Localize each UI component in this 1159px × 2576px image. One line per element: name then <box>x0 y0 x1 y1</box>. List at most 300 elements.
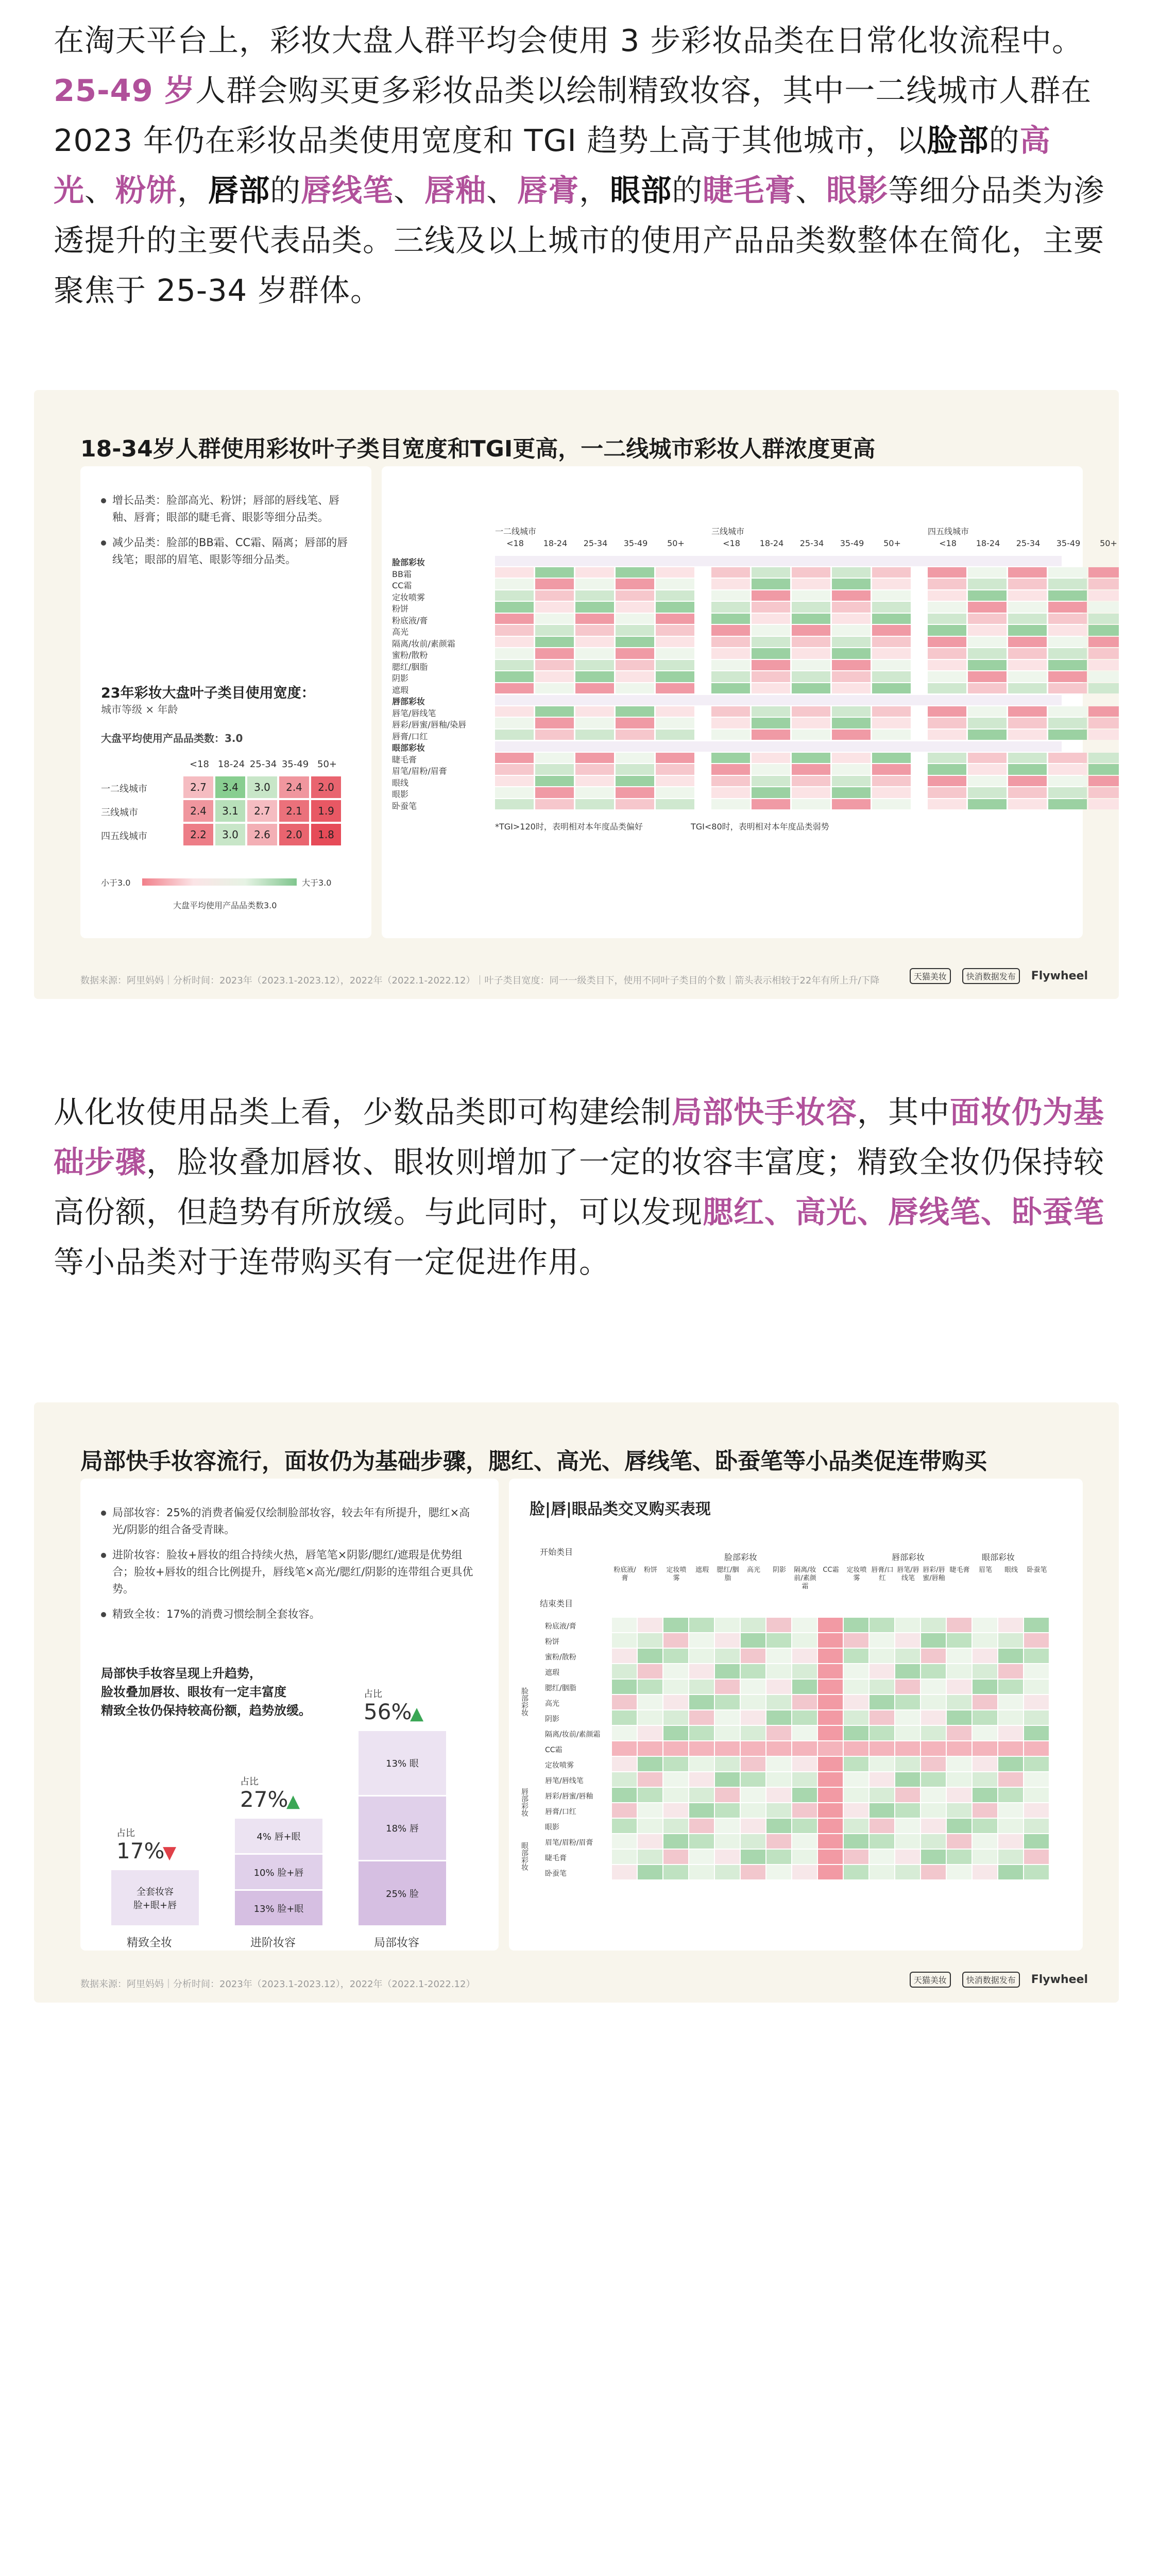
heatmap-cell <box>1008 590 1047 601</box>
intro-paragraph <box>54 15 1110 315</box>
heatmap-cell <box>832 625 871 636</box>
heatmap-cell <box>656 753 694 764</box>
matrix-cell <box>947 1741 971 1756</box>
heatmap-cell <box>495 718 534 728</box>
heatmap-cell <box>711 706 750 717</box>
heatmap-cell <box>656 730 694 740</box>
heatmap-cell <box>1048 683 1087 694</box>
matrix-cell <box>844 1788 868 1802</box>
heatmap-cell <box>928 787 966 798</box>
matrix-cell <box>766 1850 791 1864</box>
heatmap-cell <box>1008 671 1047 682</box>
matrix-cell <box>895 1757 920 1771</box>
heatmap-cell <box>656 567 694 578</box>
matrix-cell <box>844 1772 868 1787</box>
matrix-cell <box>973 1819 997 1833</box>
heatmap-cell <box>535 799 574 810</box>
matrix-cell <box>792 1618 817 1632</box>
matrix-cell <box>741 1834 765 1849</box>
flywheel-logo: Flywheel <box>1031 1973 1088 1986</box>
matrix-cell <box>870 1710 894 1725</box>
matrix-cell <box>663 1618 688 1632</box>
heatmap-cell <box>495 648 534 659</box>
bullet-decline: 减少品类：脸部的BB霜、CC霜、隔离；唇部的唇线笔；眼部的眉笔、眼影等细分品类。 <box>112 536 348 566</box>
heatmap-cell <box>1088 625 1119 636</box>
body-text: 、 <box>486 173 518 208</box>
age-header: 35-49 <box>840 538 864 548</box>
heatmap-group-row: 脸部彩妆 <box>392 557 425 567</box>
age-header: 18-24 <box>543 538 568 548</box>
heatmap-cell <box>535 753 574 764</box>
matrix-cell <box>921 1726 946 1740</box>
heatmap-cell <box>616 753 654 764</box>
matrix-cell <box>766 1834 791 1849</box>
matrix-cell <box>689 1741 714 1756</box>
matrix-row-group: 眼部彩妆 <box>520 1842 529 1871</box>
matrix-cell <box>921 1865 946 1879</box>
matrix-cell <box>638 1618 662 1632</box>
matrix-cell <box>689 1618 714 1632</box>
age-header: <18 <box>190 759 209 770</box>
matrix-cell <box>973 1649 997 1663</box>
matrix-cell <box>741 1819 765 1833</box>
matrix-cell <box>612 1649 637 1663</box>
age-header: 50+ <box>317 759 337 770</box>
heatmap-cell <box>535 718 574 728</box>
matrix-row-label: 腮红/胭脂 <box>545 1684 576 1692</box>
heatmap-cell <box>656 718 694 728</box>
heatmap-cell <box>1048 648 1087 659</box>
mini-chart-title: 局部快手妆容呈现上升趋势， 脸妆叠加唇妆、眼妆有一定丰富度 精致全妆仍保持较高份额，趋势放缓。 <box>101 1666 311 1718</box>
matrix-cell <box>870 1633 894 1648</box>
matrix-cell <box>1024 1850 1049 1864</box>
mini-chart-title: 23年彩妆大盘叶子类目使用宽度： <box>101 685 315 701</box>
matrix-cell <box>715 1695 740 1709</box>
heatmap-cell <box>535 787 574 798</box>
heatmap-cell <box>575 590 614 601</box>
matrix-cell <box>766 1757 791 1771</box>
matrix-cell <box>895 1618 920 1632</box>
matrix-cell <box>663 1772 688 1787</box>
heatmap-cell <box>1048 625 1087 636</box>
matrix-cell <box>638 1834 662 1849</box>
heatmap-cell <box>792 671 830 682</box>
bullet-dot <box>101 1612 106 1617</box>
matrix-cell <box>998 1757 1023 1771</box>
matrix-cell <box>921 1664 946 1679</box>
matrix-cell <box>638 1741 662 1756</box>
heatmap-cell <box>495 787 534 798</box>
matrix-cell <box>947 1757 971 1771</box>
heatmap-cell <box>616 787 654 798</box>
matrix-row-group: 唇部彩妆 <box>520 1788 529 1817</box>
heatmap-cell <box>752 625 790 636</box>
matrix-cell <box>715 1633 740 1648</box>
heatmap-cell <box>535 648 574 659</box>
heatmap-cell <box>872 799 911 810</box>
bar-segment: 13% 脸+眼 <box>235 1891 322 1925</box>
matrix-cell <box>973 1865 997 1879</box>
heatmap-cell <box>928 625 966 636</box>
heatmap-cell <box>968 579 1007 589</box>
highlight-text: 眼影 <box>826 173 889 208</box>
heatmap-cell <box>535 579 574 589</box>
tmall-beauty-logo: 天猫美妆 <box>910 1972 951 1988</box>
heatmap-cell <box>1088 799 1119 810</box>
age-header: <18 <box>723 538 740 548</box>
heatmap-cell <box>968 660 1007 671</box>
matrix-cell <box>844 1726 868 1740</box>
card-title: 局部快手妆容流行，面妆仍为基础步骤，腮红、高光、唇线笔、卧蚕笔等小品类促连带购买 <box>80 1448 987 1475</box>
matrix-cell <box>663 1865 688 1879</box>
heatmap-row-label: 眼影 <box>392 789 409 799</box>
matrix-cell <box>689 1726 714 1740</box>
heatmap-cell <box>792 706 830 717</box>
matrix-cell <box>663 1850 688 1864</box>
matrix-cell <box>741 1710 765 1725</box>
heatmap-row-label: 粉饼 <box>392 604 409 614</box>
matrix-cell <box>792 1741 817 1756</box>
heatmap-cell <box>832 602 871 613</box>
matrix-cell <box>612 1726 637 1740</box>
matrix-row-label: CC霜 <box>545 1746 563 1754</box>
matrix-cell <box>998 1850 1023 1864</box>
heatmap-cell <box>495 602 534 613</box>
matrix-cell <box>818 1695 843 1709</box>
heatmap-cell <box>711 660 750 671</box>
heatmap-cell <box>872 671 911 682</box>
matrix-cell <box>818 1772 843 1787</box>
body-text: 的 <box>672 173 703 208</box>
fmcg-data-logo: 快消数据发布 <box>962 1972 1020 1988</box>
heatmap-cell <box>1048 602 1087 613</box>
heatmap-cell <box>872 787 911 798</box>
bullet-list <box>101 1504 482 1631</box>
matrix-cell <box>638 1695 662 1709</box>
group-title: 一二线城市 <box>495 527 537 536</box>
heatmap-cell <box>711 799 750 810</box>
heatmap-cell <box>711 671 750 682</box>
heatmap-cell <box>711 776 750 787</box>
heatmap-cell <box>711 625 750 636</box>
heatmap-cell <box>495 590 534 601</box>
matrix-cell <box>689 1803 714 1818</box>
matrix-cell <box>612 1680 637 1694</box>
bold-text: 眼部 <box>610 173 672 208</box>
heatmap-cell <box>575 625 614 636</box>
heatmap-row-label: 唇彩/唇蜜/唇釉/染唇 <box>392 720 467 730</box>
heatmap-cell <box>495 730 534 740</box>
heatmap-cell <box>535 614 574 624</box>
matrix-cell <box>663 1803 688 1818</box>
matrix-cell <box>741 1695 765 1709</box>
heatmap-cell <box>1088 637 1119 648</box>
matrix-cell <box>818 1819 843 1833</box>
heatmap-cell <box>832 567 871 578</box>
matrix-cell <box>689 1649 714 1663</box>
matrix-cell <box>663 1633 688 1648</box>
heatmap-cell <box>711 637 750 648</box>
heatmap-cell <box>711 579 750 589</box>
matrix-cell <box>1024 1834 1049 1849</box>
heatmap-cell <box>1008 718 1047 728</box>
heatmap-cell <box>1008 579 1047 589</box>
matrix-cell <box>663 1649 688 1663</box>
matrix-cell <box>870 1695 894 1709</box>
heatmap-cell <box>872 567 911 578</box>
matrix-cell <box>844 1819 868 1833</box>
matrix-cell <box>1024 1865 1049 1879</box>
width-cell: 3.0 <box>247 776 277 798</box>
width-cell: 3.0 <box>215 824 245 845</box>
highlight-text: 腮红、高光、唇线笔、卧蚕笔 <box>703 1194 1105 1230</box>
matrix-cell <box>1024 1710 1049 1725</box>
matrix-cell <box>792 1834 817 1849</box>
bar-category-label: 进阶妆容 <box>250 1937 296 1950</box>
matrix-col-label: 眉笔 <box>978 1566 992 1574</box>
matrix-cell <box>870 1757 894 1771</box>
heatmap-cell <box>535 671 574 682</box>
matrix-cell <box>973 1772 997 1787</box>
matrix-cell <box>715 1741 740 1756</box>
matrix-col-label: 定妆喷雾 <box>846 1566 867 1582</box>
matrix-cell <box>792 1710 817 1725</box>
heatmap-cell <box>1008 648 1047 659</box>
matrix-cell <box>766 1680 791 1694</box>
heatmap-cell <box>752 706 790 717</box>
width-cell: 2.1 <box>279 800 309 822</box>
heatmap-row-label: 定妆喷雾 <box>392 592 425 602</box>
heatmap-row-label: 隔离/妆前/素颜霜 <box>392 638 455 649</box>
heatmap-cell <box>968 787 1007 798</box>
width-cell: 2.7 <box>183 776 213 798</box>
heatmap-cell <box>792 787 830 798</box>
matrix-cell <box>612 1850 637 1864</box>
heatmap-cell <box>656 787 694 798</box>
matrix-cell <box>612 1695 637 1709</box>
heatmap-cell <box>968 764 1007 775</box>
heatmap-cell <box>792 776 830 787</box>
heatmap-cell <box>928 706 966 717</box>
heatmap-cell <box>872 579 911 589</box>
matrix-cell <box>1024 1664 1049 1679</box>
heatmap-cell <box>495 614 534 624</box>
heatmap-cell <box>1088 579 1119 589</box>
matrix-cell <box>818 1850 843 1864</box>
mini-chart-subtitle: 城市等级 × 年龄 <box>101 703 178 716</box>
heatmap-cell <box>832 614 871 624</box>
heatmap-cell <box>968 590 1007 601</box>
matrix-cell <box>689 1710 714 1725</box>
heatmap-cell <box>575 671 614 682</box>
matrix-cell <box>973 1710 997 1725</box>
heatmap-cell <box>928 637 966 648</box>
matrix-cell <box>741 1680 765 1694</box>
matrix-cell <box>870 1680 894 1694</box>
matrix-cell <box>792 1664 817 1679</box>
chart-card-leaf-category-width <box>34 390 1119 999</box>
matrix-cell <box>638 1680 662 1694</box>
matrix-cell <box>715 1710 740 1725</box>
heatmap-cell <box>656 776 694 787</box>
logo-row <box>910 1972 1088 1988</box>
matrix-cell <box>663 1819 688 1833</box>
matrix-cell <box>870 1803 894 1818</box>
heatmap-cell <box>792 648 830 659</box>
heatmap-cell <box>711 753 750 764</box>
heatmap-cell <box>792 660 830 671</box>
matrix-cell <box>663 1757 688 1771</box>
matrix-row-label: 粉饼 <box>545 1638 559 1646</box>
matrix-cell <box>663 1741 688 1756</box>
heatmap-cell <box>535 567 574 578</box>
matrix-cell <box>921 1834 946 1849</box>
heatmap-cell <box>792 718 830 728</box>
heatmap-cell <box>792 590 830 601</box>
heatmap-cell <box>711 590 750 601</box>
heatmap-cell <box>1008 776 1047 787</box>
heatmap-cell <box>1048 753 1087 764</box>
city-label: 一二线城市 <box>101 784 147 794</box>
matrix-row-label: 高光 <box>545 1700 559 1708</box>
matrix-cell <box>715 1834 740 1849</box>
matrix-cell <box>998 1741 1023 1756</box>
matrix-cell <box>844 1695 868 1709</box>
heatmap-cell <box>752 614 790 624</box>
matrix-cell <box>973 1834 997 1849</box>
matrix-col-label: 粉底液/膏 <box>613 1566 636 1582</box>
logo-row <box>910 968 1088 984</box>
group-title: 三线城市 <box>711 527 745 536</box>
heatmap-cell <box>535 602 574 613</box>
matrix-cell <box>947 1772 971 1787</box>
matrix-cell <box>895 1695 920 1709</box>
matrix-cell <box>998 1788 1023 1802</box>
heatmap-cell <box>832 706 871 717</box>
matrix-cell <box>921 1649 946 1663</box>
heatmap-cell <box>968 567 1007 578</box>
heatmap-cell <box>968 706 1007 717</box>
heatmap-row-label: 遮瑕 <box>392 685 409 695</box>
city-label: 三线城市 <box>101 807 138 818</box>
matrix-row-group: 脸部彩妆 <box>520 1687 529 1716</box>
matrix-cell <box>1024 1695 1049 1709</box>
matrix-cell <box>844 1649 868 1663</box>
trend-up-icon: ▲ <box>286 1791 300 1811</box>
matrix-col-label: 隔离/妆前/素颜霜 <box>794 1566 816 1590</box>
matrix-cell <box>870 1819 894 1833</box>
heatmap-cell <box>968 602 1007 613</box>
matrix-cell <box>715 1865 740 1879</box>
matrix-cell <box>1024 1819 1049 1833</box>
bullet-full: 精致全妆：17%的消费习惯绘制全套妆容。 <box>112 1608 320 1620</box>
matrix-cell <box>638 1819 662 1833</box>
matrix-cell <box>638 1850 662 1864</box>
matrix-cell <box>818 1680 843 1694</box>
matrix-cell <box>766 1633 791 1648</box>
matrix-cell <box>818 1649 843 1663</box>
group-band <box>495 556 1062 566</box>
width-cell: 2.4 <box>279 776 309 798</box>
heatmap-cell <box>752 683 790 694</box>
heatmap-row-label: 卧蚕笔 <box>392 801 417 811</box>
heatmap-cell <box>575 718 614 728</box>
matrix-cell <box>921 1710 946 1725</box>
heatmap-cell <box>792 637 830 648</box>
heatmap-cell <box>1048 787 1087 798</box>
matrix-cell <box>921 1819 946 1833</box>
heatmap-row-label: BB霜 <box>392 569 412 579</box>
heatmap-cell <box>792 567 830 578</box>
heatmap-cell <box>928 730 966 740</box>
heatmap-cell <box>1008 625 1047 636</box>
heatmap-cell <box>872 614 911 624</box>
matrix-cell <box>766 1664 791 1679</box>
bar-category-label: 精致全妆 <box>127 1937 173 1950</box>
matrix-cell <box>844 1664 868 1679</box>
bullet-dot <box>101 540 106 546</box>
age-header: 35-49 <box>281 759 309 770</box>
heatmap-row-label: 粉底液/膏 <box>392 615 428 625</box>
heatmap-cell <box>616 764 654 775</box>
heatmap-cell <box>872 637 911 648</box>
matrix-cell <box>921 1803 946 1818</box>
bar-segment: 25% 脸 <box>359 1861 446 1925</box>
matrix-cell <box>947 1680 971 1694</box>
matrix-cell <box>792 1649 817 1663</box>
body-text: ，脸妆叠加唇妆、眼妆则增加了一定的妆容丰富度；精致全妆仍保持较高份额，但趋势有所放缓。与此同时，可以发现 <box>54 1144 1105 1230</box>
heatmap-cell <box>535 730 574 740</box>
matrix-cell <box>818 1788 843 1802</box>
city-label: 四五线城市 <box>101 831 147 842</box>
matrix-cell <box>998 1680 1023 1694</box>
heatmap-cell <box>656 590 694 601</box>
matrix-cell <box>792 1850 817 1864</box>
heatmap-cell <box>575 660 614 671</box>
heatmap-cell <box>1008 764 1047 775</box>
heatmap-cell <box>535 590 574 601</box>
heatmap-cell <box>1008 637 1047 648</box>
heatmap-cell <box>792 730 830 740</box>
matrix-cell <box>766 1741 791 1756</box>
matrix-cell <box>998 1772 1023 1787</box>
width-cell: 1.8 <box>311 824 341 845</box>
heatmap-cell <box>832 730 871 740</box>
heatmap-cell <box>1088 730 1119 740</box>
matrix-cell <box>612 1834 637 1849</box>
age-header: 25-34 <box>799 538 824 548</box>
matrix-cell <box>612 1819 637 1833</box>
matrix-cell <box>766 1695 791 1709</box>
share-value: 56% <box>364 1699 412 1724</box>
matrix-cell <box>870 1834 894 1849</box>
heatmap-cell <box>928 579 966 589</box>
matrix-cell <box>921 1757 946 1771</box>
matrix-cell <box>895 1633 920 1648</box>
heatmap-cell <box>1008 799 1047 810</box>
heatmap-cell <box>495 799 534 810</box>
bullet-list <box>101 492 359 577</box>
heatmap-cell <box>1048 590 1087 601</box>
matrix-col-label: 遮瑕 <box>695 1566 709 1574</box>
heatmap-cell <box>928 799 966 810</box>
matrix-cell <box>741 1788 765 1802</box>
matrix-cell <box>741 1618 765 1632</box>
matrix-group-title: 唇部彩妆 <box>891 1552 925 1562</box>
age-header: 25-34 <box>249 759 277 770</box>
heatmap-cell <box>656 637 694 648</box>
heatmap-cell <box>872 764 911 775</box>
